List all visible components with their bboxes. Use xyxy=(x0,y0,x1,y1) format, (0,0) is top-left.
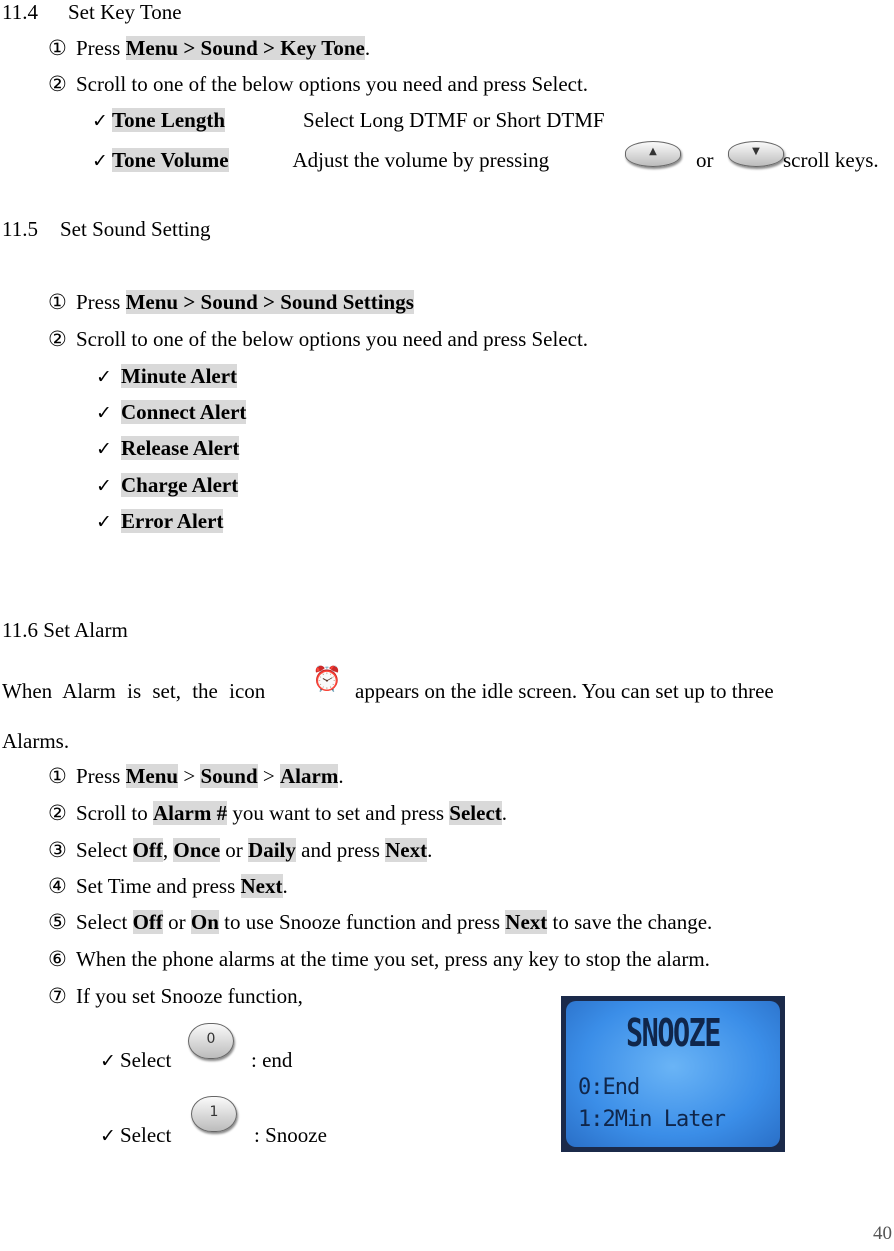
step-text: Scroll to one of the below options you need and press Select. xyxy=(76,72,589,96)
screen-option-later: 1:2Min Later xyxy=(578,1107,725,1132)
page-number: 40 xyxy=(873,1223,892,1244)
step-text: . xyxy=(282,874,288,898)
checkmark-icon: ✓ xyxy=(96,511,112,533)
step-text: Scroll to one of the below options you need and press Select. xyxy=(76,327,589,351)
checkmark-icon: ✓ xyxy=(96,438,112,460)
step-text: . xyxy=(338,764,344,788)
select-text: Select xyxy=(120,1123,172,1147)
step-text: , xyxy=(162,838,174,862)
select-text: Select xyxy=(120,1048,172,1072)
checkmark-icon: ✓ xyxy=(96,366,112,388)
screen-option-end: 0:End xyxy=(578,1075,640,1100)
zero-key-icon: 0 xyxy=(188,1023,234,1059)
section-title: Set Key Tone xyxy=(67,0,182,24)
step-text: you want to set and press xyxy=(227,801,450,825)
step-number: ① xyxy=(48,290,67,314)
checkmark-icon: ✓ xyxy=(100,1125,116,1147)
option-description-end: scroll keys. xyxy=(783,148,879,172)
option-name: Release Alert xyxy=(121,436,240,460)
key-term: Daily xyxy=(248,838,296,862)
select-snooze-row xyxy=(100,1123,171,1148)
select-action-text: : Snooze xyxy=(254,1123,327,1147)
step-text: . xyxy=(501,801,508,825)
s116-step-1 xyxy=(48,764,344,788)
intro-text: appears on the idle screen. You can set up to three xyxy=(355,679,774,703)
key-term: Next xyxy=(240,874,283,898)
key-term: Alarm # xyxy=(153,801,228,825)
up-scroll-key-icon: ▲ xyxy=(625,141,681,167)
option-name: Minute Alert xyxy=(121,364,238,388)
option-name: Connect Alert xyxy=(121,400,247,424)
step-text: When the phone alarms at the time you set, press any key to stop the alarm. xyxy=(76,947,710,971)
step-text: to use Snooze function and press xyxy=(218,910,506,934)
option-name: Tone Length xyxy=(112,108,226,132)
s116-step-7 xyxy=(48,984,303,1008)
select-end-row xyxy=(100,1048,171,1073)
step-text: Press xyxy=(76,764,126,788)
s116-step-5 xyxy=(48,910,712,934)
option-name: Error Alert xyxy=(121,509,224,533)
option-name: Charge Alert xyxy=(121,473,239,497)
step-number: ① xyxy=(48,36,67,60)
menu-item: Sound xyxy=(200,764,258,788)
step-number: ④ xyxy=(48,874,67,898)
step-number: ⑥ xyxy=(48,947,67,971)
step-number: ① xyxy=(48,764,67,788)
option-error-alert xyxy=(96,509,223,534)
menu-item: Alarm xyxy=(280,764,339,788)
select-action-text: : end xyxy=(251,1048,293,1072)
option-tone-length xyxy=(92,108,605,133)
s116-step-3 xyxy=(48,838,432,862)
phone-display xyxy=(566,1001,780,1147)
step-text: Select xyxy=(76,838,133,862)
step-text: or xyxy=(162,910,191,934)
step-text: . xyxy=(427,838,433,862)
option-name: Tone Volume xyxy=(112,148,229,172)
checkmark-icon: ✓ xyxy=(96,475,112,497)
option-release-alert xyxy=(96,436,239,461)
checkmark-icon: ✓ xyxy=(96,402,112,424)
checkmark-icon: ✓ xyxy=(92,150,108,172)
step-text: and press xyxy=(295,838,386,862)
s114-step-2 xyxy=(48,72,588,96)
step-text: > xyxy=(257,764,280,788)
key-term: Once xyxy=(173,838,221,862)
step-number: ② xyxy=(48,327,67,351)
option-minute-alert xyxy=(96,364,237,389)
menu-path: Menu > Sound > Key Tone xyxy=(125,36,365,60)
s115-step-1 xyxy=(48,290,414,314)
one-key-icon: 1 xyxy=(191,1096,237,1132)
s114-step-1 xyxy=(48,36,370,60)
key-term: Off xyxy=(132,838,163,862)
s116-step-6 xyxy=(48,947,710,971)
step-text: . xyxy=(364,36,371,60)
step-number: ⑦ xyxy=(48,984,67,1008)
screen-title: SNOOZE xyxy=(626,1011,720,1055)
key-term: Select xyxy=(449,801,502,825)
step-text: Press xyxy=(76,290,126,314)
step-text: If you set Snooze function, xyxy=(76,984,303,1008)
s115-step-2 xyxy=(48,327,588,351)
key-term: Next xyxy=(505,910,548,934)
option-tone-volume xyxy=(92,148,549,173)
step-text: Scroll to xyxy=(76,801,153,825)
key-term: Off xyxy=(132,910,163,934)
option-connect-alert xyxy=(96,400,246,425)
step-text: or xyxy=(220,838,249,862)
option-description: Adjust the volume by pressing xyxy=(292,148,550,172)
menu-path: Menu > Sound > Sound Settings xyxy=(125,290,414,314)
s116-step-4 xyxy=(48,874,288,898)
option-charge-alert xyxy=(96,473,238,498)
step-number: ② xyxy=(48,72,67,96)
option-description: Select Long DTMF or Short DTMF xyxy=(303,108,605,132)
s116-step-2 xyxy=(48,801,507,825)
intro-text: When Alarm is set, the icon xyxy=(2,679,266,703)
snooze-screen-photo xyxy=(561,996,785,1152)
alarm-clock-icon: ⏰ xyxy=(312,665,342,693)
step-text: Set Time and press xyxy=(76,874,241,898)
key-term: Next xyxy=(385,838,428,862)
checkmark-icon: ✓ xyxy=(100,1050,116,1072)
section-number: 11.4 xyxy=(2,0,38,24)
section-number: 11.5 xyxy=(2,217,38,241)
menu-item: Menu xyxy=(125,764,179,788)
key-term: On xyxy=(190,910,219,934)
section-11-6-heading: 11.6 Set Alarm xyxy=(2,618,128,642)
step-number: ② xyxy=(48,801,67,825)
or-text: or xyxy=(696,148,714,172)
step-number: ⑤ xyxy=(48,910,67,934)
step-text: to save the change. xyxy=(547,910,713,934)
step-number: ③ xyxy=(48,838,67,862)
step-text: > xyxy=(178,764,201,788)
section-11-5-heading xyxy=(2,217,211,241)
down-scroll-key-icon: ▼ xyxy=(728,141,784,167)
step-text: Press xyxy=(76,36,126,60)
section-11-4-heading xyxy=(2,0,182,24)
step-text: Select xyxy=(76,910,133,934)
intro-text: Alarms. xyxy=(2,729,70,753)
section-title: Set Sound Setting xyxy=(59,217,211,241)
checkmark-icon: ✓ xyxy=(92,110,108,132)
